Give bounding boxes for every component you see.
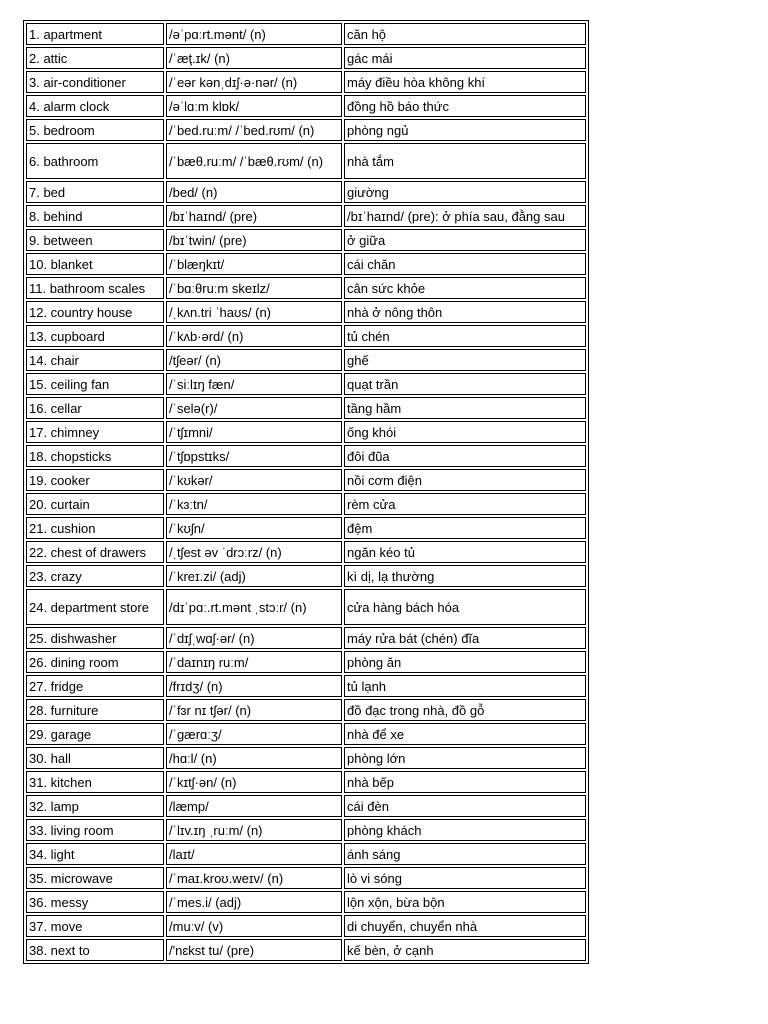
meaning-cell: tủ lạnh xyxy=(344,675,586,697)
table-row xyxy=(26,181,586,203)
table-row xyxy=(26,469,586,491)
meaning-cell: đồng hồ báo thức xyxy=(344,95,586,117)
table-row xyxy=(26,71,586,93)
pronunciation-cell: /ˈkʊkər/ xyxy=(166,469,342,491)
pronunciation-cell: /bɪˈhaɪnd/ (pre) xyxy=(166,205,342,227)
table-row xyxy=(26,795,586,817)
table-row xyxy=(26,517,586,539)
meaning-cell: phòng ngủ xyxy=(344,119,586,141)
pronunciation-cell: /ˈbed.ruːm/ /ˈbed.rʊm/ (n) xyxy=(166,119,342,141)
term-cell: 3. air-conditioner xyxy=(26,71,164,93)
table-row xyxy=(26,325,586,347)
pronunciation-cell: /tʃeər/ (n) xyxy=(166,349,342,371)
pronunciation-cell: /ˈkɜːtn/ xyxy=(166,493,342,515)
pronunciation-cell: /hɑːl/ (n) xyxy=(166,747,342,769)
meaning-cell: gác mái xyxy=(344,47,586,69)
meaning-cell: nồi cơm điện xyxy=(344,469,586,491)
pronunciation-cell: /ˈblæŋkɪt/ xyxy=(166,253,342,275)
term-cell: 18. chopsticks xyxy=(26,445,164,467)
table-row xyxy=(26,119,586,141)
pronunciation-cell: /ˈlɪv.ɪŋ ˌruːm/ (n) xyxy=(166,819,342,841)
pronunciation-cell: /frɪdʒ/ (n) xyxy=(166,675,342,697)
term-cell: 15. ceiling fan xyxy=(26,373,164,395)
term-cell: 19. cooker xyxy=(26,469,164,491)
term-cell: 35. microwave xyxy=(26,867,164,889)
pronunciation-cell: /'nɛkst tu/ (pre) xyxy=(166,939,342,961)
term-cell: 29. garage xyxy=(26,723,164,745)
pronunciation-cell: /ˈeər kənˌdɪʃ·ə·nər/ (n) xyxy=(166,71,342,93)
meaning-cell: lò vi sóng xyxy=(344,867,586,889)
pronunciation-cell: /læmp/ xyxy=(166,795,342,817)
term-cell: 38. next to xyxy=(26,939,164,961)
term-cell: 9. between xyxy=(26,229,164,251)
term-cell: 27. fridge xyxy=(26,675,164,697)
pronunciation-cell: /ˈgærɑːʒ/ xyxy=(166,723,342,745)
term-cell: 4. alarm clock xyxy=(26,95,164,117)
table-row xyxy=(26,301,586,323)
meaning-cell: cân sức khỏe xyxy=(344,277,586,299)
term-cell: 7. bed xyxy=(26,181,164,203)
table-row xyxy=(26,675,586,697)
meaning-cell: quạt trần xyxy=(344,373,586,395)
pronunciation-cell: /ˈtʃɒpstɪks/ xyxy=(166,445,342,467)
table-row xyxy=(26,47,586,69)
pronunciation-cell: /ˌtʃest əv ˈdrɔːrz/ (n) xyxy=(166,541,342,563)
table-row xyxy=(26,699,586,721)
pronunciation-cell: /ˈselə(r)/ xyxy=(166,397,342,419)
table-row xyxy=(26,627,586,649)
meaning-cell: ống khói xyxy=(344,421,586,443)
pronunciation-cell: /ˈdɪʃˌwɑʃ·ər/ (n) xyxy=(166,627,342,649)
table-row xyxy=(26,95,586,117)
pronunciation-cell: /əˈpɑːrt.mənt/ (n) xyxy=(166,23,342,45)
pronunciation-cell: /ˈtʃɪmni/ xyxy=(166,421,342,443)
table-row xyxy=(26,253,586,275)
term-cell: 22. chest of drawers xyxy=(26,541,164,563)
term-cell: 21. cushion xyxy=(26,517,164,539)
pronunciation-cell: /bed/ (n) xyxy=(166,181,342,203)
term-cell: 11. bathroom scales xyxy=(26,277,164,299)
pronunciation-cell: /ˌkʌn.tri ˈhaʊs/ (n) xyxy=(166,301,342,323)
table-row xyxy=(26,565,586,587)
pronunciation-cell: /ˈfɜr nɪ tʃər/ (n) xyxy=(166,699,342,721)
pronunciation-cell: /ˈkʌb·ərd/ (n) xyxy=(166,325,342,347)
pronunciation-cell: /əˈlɑːm klɒk/ xyxy=(166,95,342,117)
meaning-cell: máy rửa bát (chén) đĩa xyxy=(344,627,586,649)
term-cell: 10. blanket xyxy=(26,253,164,275)
term-cell: 8. behind xyxy=(26,205,164,227)
table-row xyxy=(26,891,586,913)
meaning-cell: máy điều hòa không khí xyxy=(344,71,586,93)
table-row xyxy=(26,445,586,467)
pronunciation-cell: /ˈbɑːθruːm skeɪlz/ xyxy=(166,277,342,299)
term-cell: 17. chimney xyxy=(26,421,164,443)
vocabulary-table xyxy=(23,20,589,964)
term-cell: 30. hall xyxy=(26,747,164,769)
table-row xyxy=(26,397,586,419)
table-row xyxy=(26,651,586,673)
meaning-cell: rèm cửa xyxy=(344,493,586,515)
table-row xyxy=(26,723,586,745)
term-cell: 12. country house xyxy=(26,301,164,323)
meaning-cell: tủ chén xyxy=(344,325,586,347)
meaning-cell: cái chăn xyxy=(344,253,586,275)
pronunciation-cell: /ˈmaɪ.kroʊ.weɪv/ (n) xyxy=(166,867,342,889)
meaning-cell: tầng hầm xyxy=(344,397,586,419)
term-cell: 6. bathroom xyxy=(26,143,164,179)
pronunciation-cell: /ˈbæθ.ruːm/ /ˈbæθ.rʊm/ (n) xyxy=(166,143,342,179)
meaning-cell: phòng khách xyxy=(344,819,586,841)
meaning-cell: di chuyển, chuyển nhà xyxy=(344,915,586,937)
table-row xyxy=(26,939,586,961)
term-cell: 37. move xyxy=(26,915,164,937)
meaning-cell: phòng lớn xyxy=(344,747,586,769)
meaning-cell: kì dị, lạ thường xyxy=(344,565,586,587)
term-cell: 23. crazy xyxy=(26,565,164,587)
table-row xyxy=(26,143,586,179)
term-cell: 5. bedroom xyxy=(26,119,164,141)
pronunciation-cell: /laɪt/ xyxy=(166,843,342,865)
meaning-cell: lộn xộn, bừa bộn xyxy=(344,891,586,913)
meaning-cell: ngăn kéo tủ xyxy=(344,541,586,563)
table-row xyxy=(26,819,586,841)
table-row xyxy=(26,205,586,227)
meaning-cell: nhà bếp xyxy=(344,771,586,793)
term-cell: 34. light xyxy=(26,843,164,865)
meaning-cell: cửa hàng bách hóa xyxy=(344,589,586,625)
meaning-cell: /bɪˈhaɪnd/ (pre): ở phía sau, đằng sau xyxy=(344,205,586,227)
meaning-cell: kế bèn, ở cạnh xyxy=(344,939,586,961)
term-cell: 32. lamp xyxy=(26,795,164,817)
meaning-cell: căn hộ xyxy=(344,23,586,45)
meaning-cell: ánh sáng xyxy=(344,843,586,865)
meaning-cell: nhà tắm xyxy=(344,143,586,179)
term-cell: 20. curtain xyxy=(26,493,164,515)
meaning-cell: đệm xyxy=(344,517,586,539)
table-row xyxy=(26,541,586,563)
pronunciation-cell: /ˈkʊʃn/ xyxy=(166,517,342,539)
table-row xyxy=(26,277,586,299)
pronunciation-cell: /ˈkreɪ.zi/ (adj) xyxy=(166,565,342,587)
term-cell: 24. department store xyxy=(26,589,164,625)
table-row xyxy=(26,867,586,889)
pronunciation-cell: /ˈmes.i/ (adj) xyxy=(166,891,342,913)
term-cell: 26. dining room xyxy=(26,651,164,673)
term-cell: 31. kitchen xyxy=(26,771,164,793)
meaning-cell: phòng ăn xyxy=(344,651,586,673)
table-row xyxy=(26,349,586,371)
table-row xyxy=(26,493,586,515)
term-cell: 25. dishwasher xyxy=(26,627,164,649)
table-row xyxy=(26,747,586,769)
pronunciation-cell: /bɪˈtwin/ (pre) xyxy=(166,229,342,251)
meaning-cell: ghế xyxy=(344,349,586,371)
table-row xyxy=(26,771,586,793)
term-cell: 14. chair xyxy=(26,349,164,371)
table-row xyxy=(26,373,586,395)
pronunciation-cell: /dɪˈpɑː.rt.mənt ˌstɔːr/ (n) xyxy=(166,589,342,625)
term-cell: 16. cellar xyxy=(26,397,164,419)
pronunciation-cell: /ˈæţ.ɪk/ (n) xyxy=(166,47,342,69)
table-row xyxy=(26,915,586,937)
pronunciation-cell: /ˈsiːlɪŋ fæn/ xyxy=(166,373,342,395)
meaning-cell: giường xyxy=(344,181,586,203)
pronunciation-cell: /ˈkɪtʃ·ən/ (n) xyxy=(166,771,342,793)
table-row xyxy=(26,843,586,865)
pronunciation-cell: /muːv/ (v) xyxy=(166,915,342,937)
table-row xyxy=(26,23,586,45)
term-cell: 36. messy xyxy=(26,891,164,913)
meaning-cell: nhà để xe xyxy=(344,723,586,745)
meaning-cell: ở giữa xyxy=(344,229,586,251)
term-cell: 33. living room xyxy=(26,819,164,841)
meaning-cell: đôi đũa xyxy=(344,445,586,467)
meaning-cell: đồ đạc trong nhà, đồ gỗ xyxy=(344,699,586,721)
table-row xyxy=(26,229,586,251)
term-cell: 28. furniture xyxy=(26,699,164,721)
table-row xyxy=(26,589,586,625)
table-row xyxy=(26,421,586,443)
term-cell: 1. apartment xyxy=(26,23,164,45)
pronunciation-cell: /ˈdaɪnɪŋ ruːm/ xyxy=(166,651,342,673)
meaning-cell: nhà ở nông thôn xyxy=(344,301,586,323)
meaning-cell: cái đèn xyxy=(344,795,586,817)
term-cell: 13. cupboard xyxy=(26,325,164,347)
term-cell: 2. attic xyxy=(26,47,164,69)
vocabulary-table-body xyxy=(26,23,586,961)
